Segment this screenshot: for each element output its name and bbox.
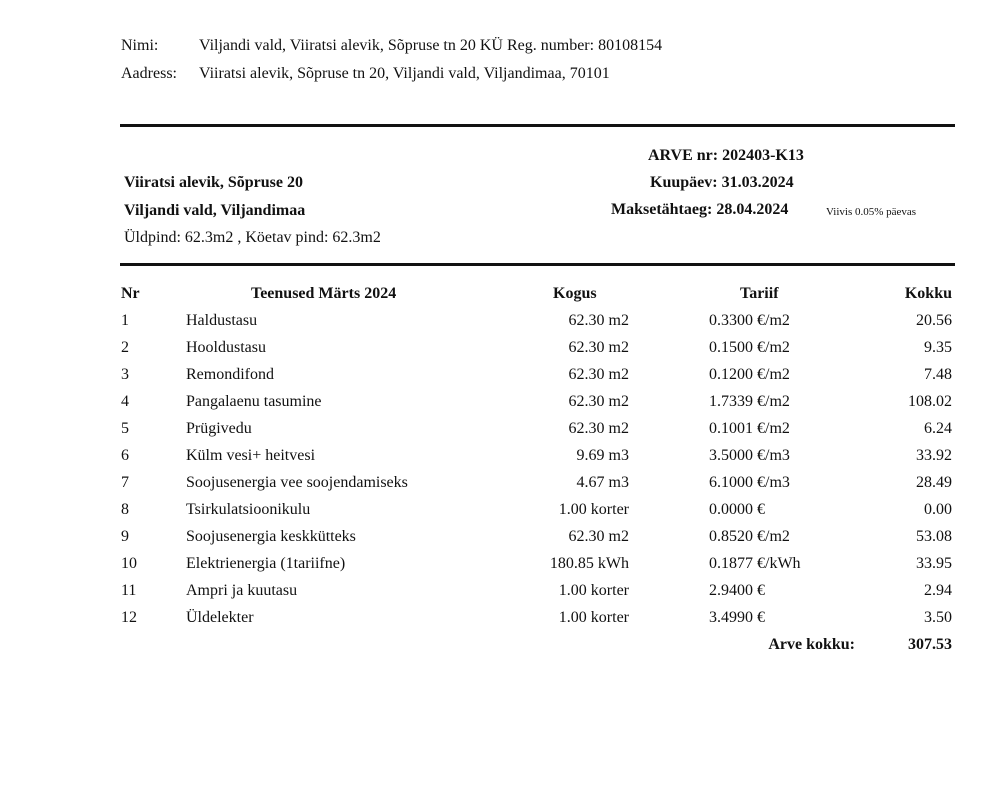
row-service: Remondifond — [186, 366, 274, 383]
table-row — [0, 312, 1000, 339]
row-rate: 0.0000 € — [709, 501, 765, 518]
top-divider — [120, 124, 955, 127]
table-row — [0, 501, 1000, 528]
row-total: 33.92 — [916, 447, 952, 464]
row-nr: 8 — [121, 501, 129, 518]
row-service: Pangalaenu tasumine — [186, 393, 322, 410]
row-nr: 9 — [121, 528, 129, 545]
header-qty: Kogus — [553, 285, 597, 302]
row-qty: 1.00 korter — [558, 609, 629, 626]
row-qty: 62.30 m2 — [568, 339, 629, 356]
late-fee-note: Viivis 0.05% päevas — [826, 206, 917, 218]
table-divider — [120, 263, 955, 266]
row-service: Prügivedu — [186, 420, 252, 437]
row-nr: 11 — [121, 582, 137, 599]
row-service: Ampri ja kuutasu — [186, 582, 298, 599]
table-row — [0, 528, 1000, 555]
row-qty: 9.69 m3 — [576, 447, 629, 464]
row-nr: 3 — [121, 366, 129, 383]
row-qty: 1.00 korter — [558, 501, 629, 518]
row-nr: 10 — [121, 555, 137, 572]
grand-total-value: 307.53 — [908, 636, 952, 653]
row-qty: 1.00 korter — [558, 582, 629, 599]
row-rate: 0.1200 €/m2 — [709, 366, 790, 383]
row-rate: 3.4990 € — [709, 609, 765, 626]
row-rate: 0.8520 €/m2 — [709, 528, 790, 545]
table-row — [0, 555, 1000, 582]
row-rate: 0.1500 €/m2 — [709, 339, 790, 356]
row-total: 7.48 — [924, 366, 952, 383]
property-line1: Viiratsi alevik, Sõpruse 20 — [124, 174, 303, 191]
table-row — [0, 393, 1000, 420]
table-row — [0, 474, 1000, 501]
row-rate: 1.7339 €/m2 — [709, 393, 790, 410]
property-area: Üldpind: 62.3m2 , Köetav pind: 62.3m2 — [124, 229, 381, 246]
row-total: 6.24 — [924, 420, 952, 437]
row-rate: 0.3300 €/m2 — [709, 312, 790, 329]
row-qty: 62.30 m2 — [568, 393, 629, 410]
row-nr: 7 — [121, 474, 129, 491]
row-qty: 62.30 m2 — [568, 312, 629, 329]
address-label: Aadress: — [121, 65, 177, 82]
row-rate: 3.5000 €/m3 — [709, 447, 790, 464]
grand-total-row — [0, 636, 1000, 663]
table-row — [0, 420, 1000, 447]
row-rate: 6.1000 €/m3 — [709, 474, 790, 491]
row-qty: 4.67 m3 — [576, 474, 629, 491]
row-rate: 2.9400 € — [709, 582, 765, 599]
row-total: 0.00 — [924, 501, 952, 518]
table-header — [0, 285, 1000, 312]
table-row — [0, 339, 1000, 366]
row-service: Tsirkulatsioonikulu — [186, 501, 311, 518]
row-nr: 6 — [121, 447, 129, 464]
row-service: Haldustasu — [186, 312, 258, 329]
row-total: 20.56 — [916, 312, 952, 329]
row-total: 108.02 — [908, 393, 952, 410]
grand-total-label: Arve kokku: — [768, 636, 855, 653]
row-nr: 2 — [121, 339, 129, 356]
table-row — [0, 447, 1000, 474]
row-qty: 62.30 m2 — [568, 420, 629, 437]
header-total: Kokku — [904, 285, 952, 302]
invoice-number: ARVE nr: 202403-K13 — [648, 147, 804, 164]
row-total: 3.50 — [924, 609, 952, 626]
row-rate: 0.1001 €/m2 — [709, 420, 790, 437]
row-total: 2.94 — [924, 582, 952, 599]
row-nr: 4 — [121, 393, 129, 410]
row-service: Külm vesi+ heitvesi — [186, 447, 316, 464]
row-service: Elektrienergia (1tariifne) — [186, 555, 346, 572]
name-label: Nimi: — [121, 37, 159, 54]
row-service: Üldelekter — [186, 609, 254, 626]
invoice-due-date: Maksetähtaeg: 28.04.2024 — [611, 201, 789, 218]
row-total: 53.08 — [916, 528, 952, 545]
row-qty: 62.30 m2 — [568, 528, 629, 545]
header-nr: Nr — [121, 285, 140, 302]
row-nr: 12 — [121, 609, 137, 626]
header-rate: Tariif — [740, 285, 779, 302]
table-row — [0, 609, 1000, 636]
row-service: Soojusenergia vee soojendamiseks — [186, 474, 408, 491]
invoice-date: Kuupäev: 31.03.2024 — [650, 174, 794, 191]
row-qty: 62.30 m2 — [568, 366, 629, 383]
row-service: Hooldustasu — [186, 339, 266, 356]
row-rate: 0.1877 €/kWh — [709, 555, 801, 572]
table-row — [0, 582, 1000, 609]
row-qty: 180.85 kWh — [549, 555, 629, 572]
row-service: Soojusenergia keskkütteks — [186, 528, 356, 545]
row-total: 33.95 — [916, 555, 952, 572]
row-total: 28.49 — [916, 474, 952, 491]
name-value: Viljandi vald, Viiratsi alevik, Sõpruse tn 20 KÜ Reg. number: 80108154 — [199, 37, 663, 54]
header-service: Teenused Märts 2024 — [251, 285, 397, 302]
property-line2: Viljandi vald, Viljandimaa — [124, 202, 306, 219]
table-row — [0, 366, 1000, 393]
row-nr: 5 — [121, 420, 129, 437]
row-nr: 1 — [121, 312, 129, 329]
row-total: 9.35 — [924, 339, 952, 356]
address-value: Viiratsi alevik, Sõpruse tn 20, Viljandi vald, Viljandimaa, 70101 — [199, 65, 610, 82]
